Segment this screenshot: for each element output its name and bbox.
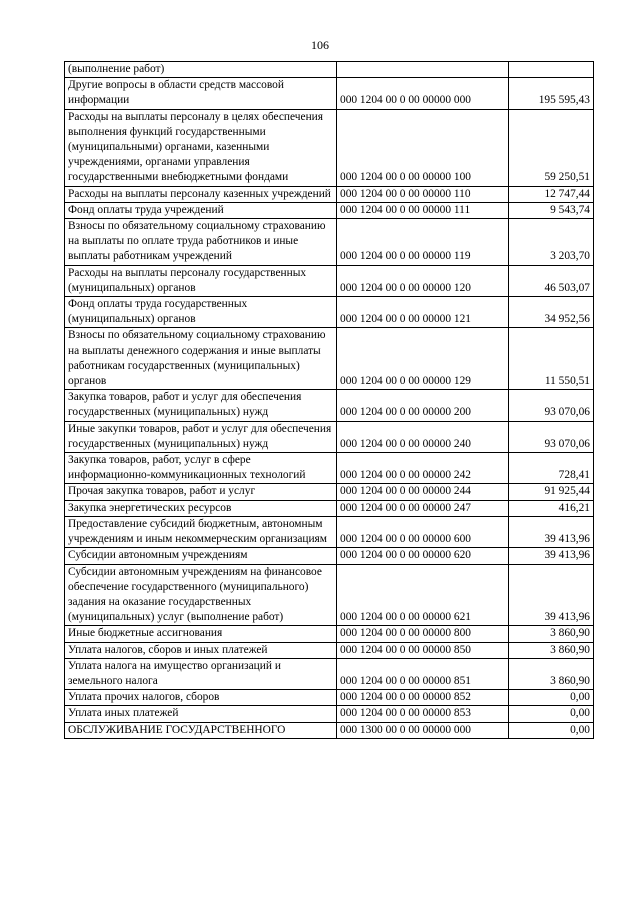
budget-code-cell: 000 1204 00 0 00 00000 850 (337, 642, 509, 658)
expense-name-cell: Фонд оплаты труда государственных (муниципальных) органов (65, 297, 337, 328)
table-row (65, 78, 594, 109)
amount-cell: 59 250,51 (509, 109, 594, 186)
table-row (65, 722, 594, 738)
budget-code-cell (337, 62, 509, 78)
expense-name-cell: Закупка товаров, работ и услуг для обеспечения государственных (муниципальных) нужд (65, 390, 337, 421)
amount-cell: 0,00 (509, 690, 594, 706)
table-row (65, 658, 594, 689)
budget-code-cell: 000 1204 00 0 00 00000 853 (337, 706, 509, 722)
amount-cell: 416,21 (509, 500, 594, 516)
expense-name-cell: Субсидии автономным учреждениям (65, 548, 337, 564)
amount-cell: 12 747,44 (509, 186, 594, 202)
amount-cell: 3 203,70 (509, 219, 594, 266)
budget-code-cell: 000 1204 00 0 00 00000 242 (337, 453, 509, 484)
table-row (65, 548, 594, 564)
expense-name-cell: Расходы на выплаты персоналу в целях обеспечения выполнения функций государственными (муниципальными) органами, казенными учреждениями, органами управления государственными внебюджетными фондами (65, 109, 337, 186)
page-number: 106 (311, 38, 329, 52)
table-row (65, 706, 594, 722)
expense-name-cell: Уплата налога на имущество организаций и земельного налога (65, 658, 337, 689)
budget-code-cell: 000 1204 00 0 00 00000 852 (337, 690, 509, 706)
expense-name-cell: Уплата прочих налогов, сборов (65, 690, 337, 706)
budget-code-cell: 000 1300 00 0 00 00000 000 (337, 722, 509, 738)
amount-cell: 3 860,90 (509, 642, 594, 658)
amount-cell: 46 503,07 (509, 265, 594, 296)
budget-code-cell: 000 1204 00 0 00 00000 120 (337, 265, 509, 296)
amount-cell: 195 595,43 (509, 78, 594, 109)
expense-name-cell: Взносы по обязательному социальному страхованию на выплаты по оплате труда работников и иные выплаты работникам учреждений (65, 219, 337, 266)
amount-cell: 3 860,90 (509, 626, 594, 642)
budget-code-cell: 000 1204 00 0 00 00000 620 (337, 548, 509, 564)
table-row (65, 484, 594, 500)
amount-cell: 0,00 (509, 706, 594, 722)
table-row (65, 516, 594, 547)
table-row (65, 202, 594, 218)
expense-name-cell: Взносы по обязательному социальному страхованию на выплаты денежного содержания и иные выплаты работникам государственных (муниципальных) органов (65, 328, 337, 390)
budget-table (64, 61, 594, 739)
budget-code-cell: 000 1204 00 0 00 00000 851 (337, 658, 509, 689)
budget-code-cell: 000 1204 00 0 00 00000 800 (337, 626, 509, 642)
table-row (65, 109, 594, 186)
budget-code-cell: 000 1204 00 0 00 00000 600 (337, 516, 509, 547)
amount-cell: 9 543,74 (509, 202, 594, 218)
table-row (65, 297, 594, 328)
expense-name-cell: Другие вопросы в области средств массовой информации (65, 78, 337, 109)
budget-code-cell: 000 1204 00 0 00 00000 110 (337, 186, 509, 202)
amount-cell: 93 070,06 (509, 390, 594, 421)
expense-name-cell: Закупка энергетических ресурсов (65, 500, 337, 516)
budget-table-body (65, 62, 594, 739)
amount-cell: 0,00 (509, 722, 594, 738)
expense-name-cell: Фонд оплаты труда учреждений (65, 202, 337, 218)
budget-code-cell: 000 1204 00 0 00 00000 129 (337, 328, 509, 390)
table-row (65, 421, 594, 452)
budget-code-cell: 000 1204 00 0 00 00000 100 (337, 109, 509, 186)
expense-name-cell: ОБСЛУЖИВАНИЕ ГОСУДАРСТВЕННОГО (65, 722, 337, 738)
budget-code-cell: 000 1204 00 0 00 00000 000 (337, 78, 509, 109)
amount-cell: 3 860,90 (509, 658, 594, 689)
table-row (65, 390, 594, 421)
amount-cell: 39 413,96 (509, 548, 594, 564)
table-row (65, 265, 594, 296)
table-row (65, 500, 594, 516)
budget-code-cell: 000 1204 00 0 00 00000 121 (337, 297, 509, 328)
expense-name-cell: Уплата налогов, сборов и иных платежей (65, 642, 337, 658)
expense-name-cell: Субсидии автономным учреждениям на финансовое обеспечение государственного (муниципального) задания на оказание государственных (муниципальных) услуг (выполнение работ) (65, 564, 337, 626)
budget-code-cell: 000 1204 00 0 00 00000 621 (337, 564, 509, 626)
expense-name-cell: Иные бюджетные ассигнования (65, 626, 337, 642)
amount-cell: 93 070,06 (509, 421, 594, 452)
budget-code-cell: 000 1204 00 0 00 00000 240 (337, 421, 509, 452)
budget-code-cell: 000 1204 00 0 00 00000 244 (337, 484, 509, 500)
amount-cell: 39 413,96 (509, 516, 594, 547)
table-row (65, 219, 594, 266)
table-row (65, 186, 594, 202)
expense-name-cell: Прочая закупка товаров, работ и услуг (65, 484, 337, 500)
expense-name-cell: Предоставление субсидий бюджетным, автономным учреждениям и иным некоммерческим организациям (65, 516, 337, 547)
amount-cell (509, 62, 594, 78)
table-row (65, 328, 594, 390)
expense-name-cell: Расходы на выплаты персоналу казенных учреждений (65, 186, 337, 202)
expense-name-cell: Расходы на выплаты персоналу государственных (муниципальных) органов (65, 265, 337, 296)
expense-name-cell: (выполнение работ) (65, 62, 337, 78)
budget-code-cell: 000 1204 00 0 00 00000 200 (337, 390, 509, 421)
table-row (65, 564, 594, 626)
expense-name-cell: Иные закупки товаров, работ и услуг для обеспечения государственных (муниципальных) нужд (65, 421, 337, 452)
table-row (65, 690, 594, 706)
table-row (65, 453, 594, 484)
amount-cell: 728,41 (509, 453, 594, 484)
budget-code-cell: 000 1204 00 0 00 00000 119 (337, 219, 509, 266)
table-row (65, 642, 594, 658)
amount-cell: 39 413,96 (509, 564, 594, 626)
table-row (65, 626, 594, 642)
amount-cell: 11 550,51 (509, 328, 594, 390)
amount-cell: 91 925,44 (509, 484, 594, 500)
budget-code-cell: 000 1204 00 0 00 00000 111 (337, 202, 509, 218)
expense-name-cell: Закупка товаров, работ, услуг в сфере информационно-коммуникационных технологий (65, 453, 337, 484)
budget-code-cell: 000 1204 00 0 00 00000 247 (337, 500, 509, 516)
amount-cell: 34 952,56 (509, 297, 594, 328)
expense-name-cell: Уплата иных платежей (65, 706, 337, 722)
table-row (65, 62, 594, 78)
